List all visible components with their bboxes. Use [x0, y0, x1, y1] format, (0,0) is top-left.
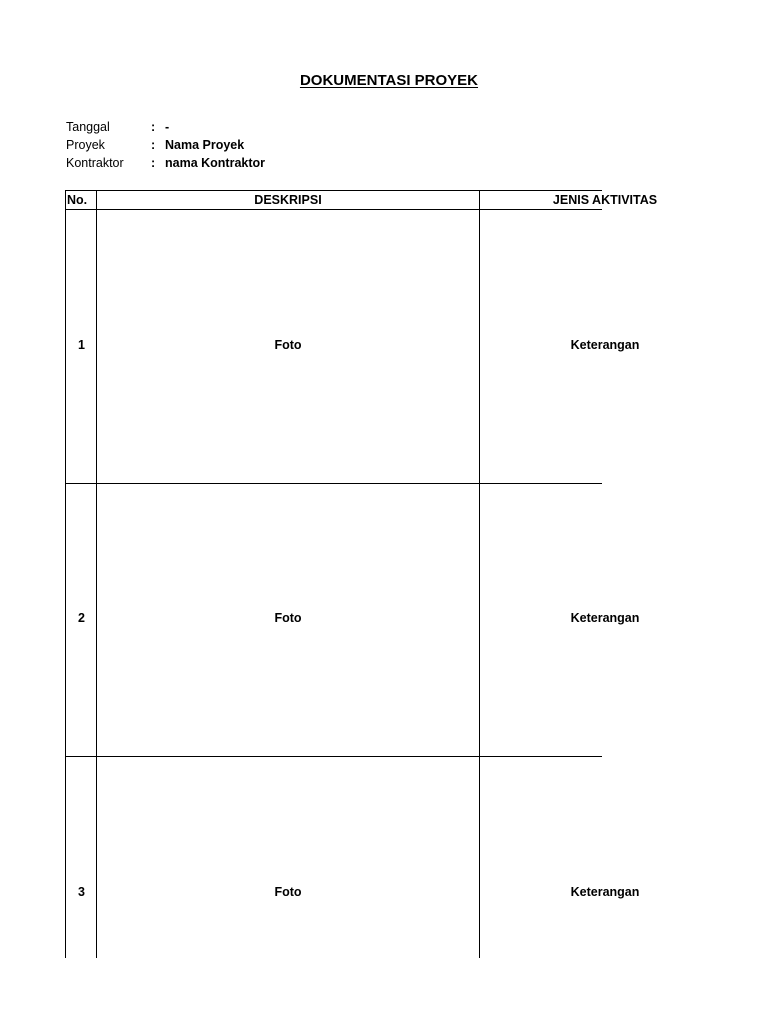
table-border-left — [65, 190, 66, 958]
page-title: DOKUMENTASI PROYEK — [299, 72, 479, 89]
row-3-no: 3 — [78, 885, 85, 899]
table-border-top — [65, 190, 602, 191]
row-2-photo: Foto — [274, 611, 302, 625]
meta-colon: : — [151, 120, 156, 134]
row-2-keterangan: Keterangan — [570, 611, 640, 625]
meta-value: Nama Proyek — [165, 138, 245, 152]
meta-colon: : — [151, 138, 156, 152]
row-3-keterangan: Keterangan — [570, 885, 640, 899]
meta-label: Tanggal — [66, 120, 110, 134]
documentation-table — [65, 190, 658, 958]
meta-value: - — [165, 120, 170, 134]
meta-kontraktor — [66, 154, 466, 172]
row-divider — [65, 483, 602, 484]
meta-value: nama Kontraktor — [165, 156, 266, 170]
meta-tanggal — [66, 118, 466, 136]
column-divider-desc — [479, 190, 480, 958]
header-divider — [65, 209, 602, 210]
row-3-photo: Foto — [274, 885, 302, 899]
column-divider-no — [96, 190, 97, 958]
row-1-photo: Foto — [274, 338, 302, 352]
meta-colon: : — [151, 156, 156, 170]
meta-proyek — [66, 136, 466, 154]
header-deskripsi: DESKRIPSI — [254, 193, 322, 207]
row-2-no: 2 — [78, 611, 85, 625]
row-divider — [65, 756, 602, 757]
row-1-keterangan: Keterangan — [570, 338, 640, 352]
row-1-no: 1 — [78, 338, 85, 352]
header-jenis-aktivitas: JENIS AKTIVITAS — [552, 193, 658, 207]
meta-label: Kontraktor — [66, 156, 124, 170]
meta-label: Proyek — [66, 138, 105, 152]
header-no: No. — [67, 193, 88, 207]
